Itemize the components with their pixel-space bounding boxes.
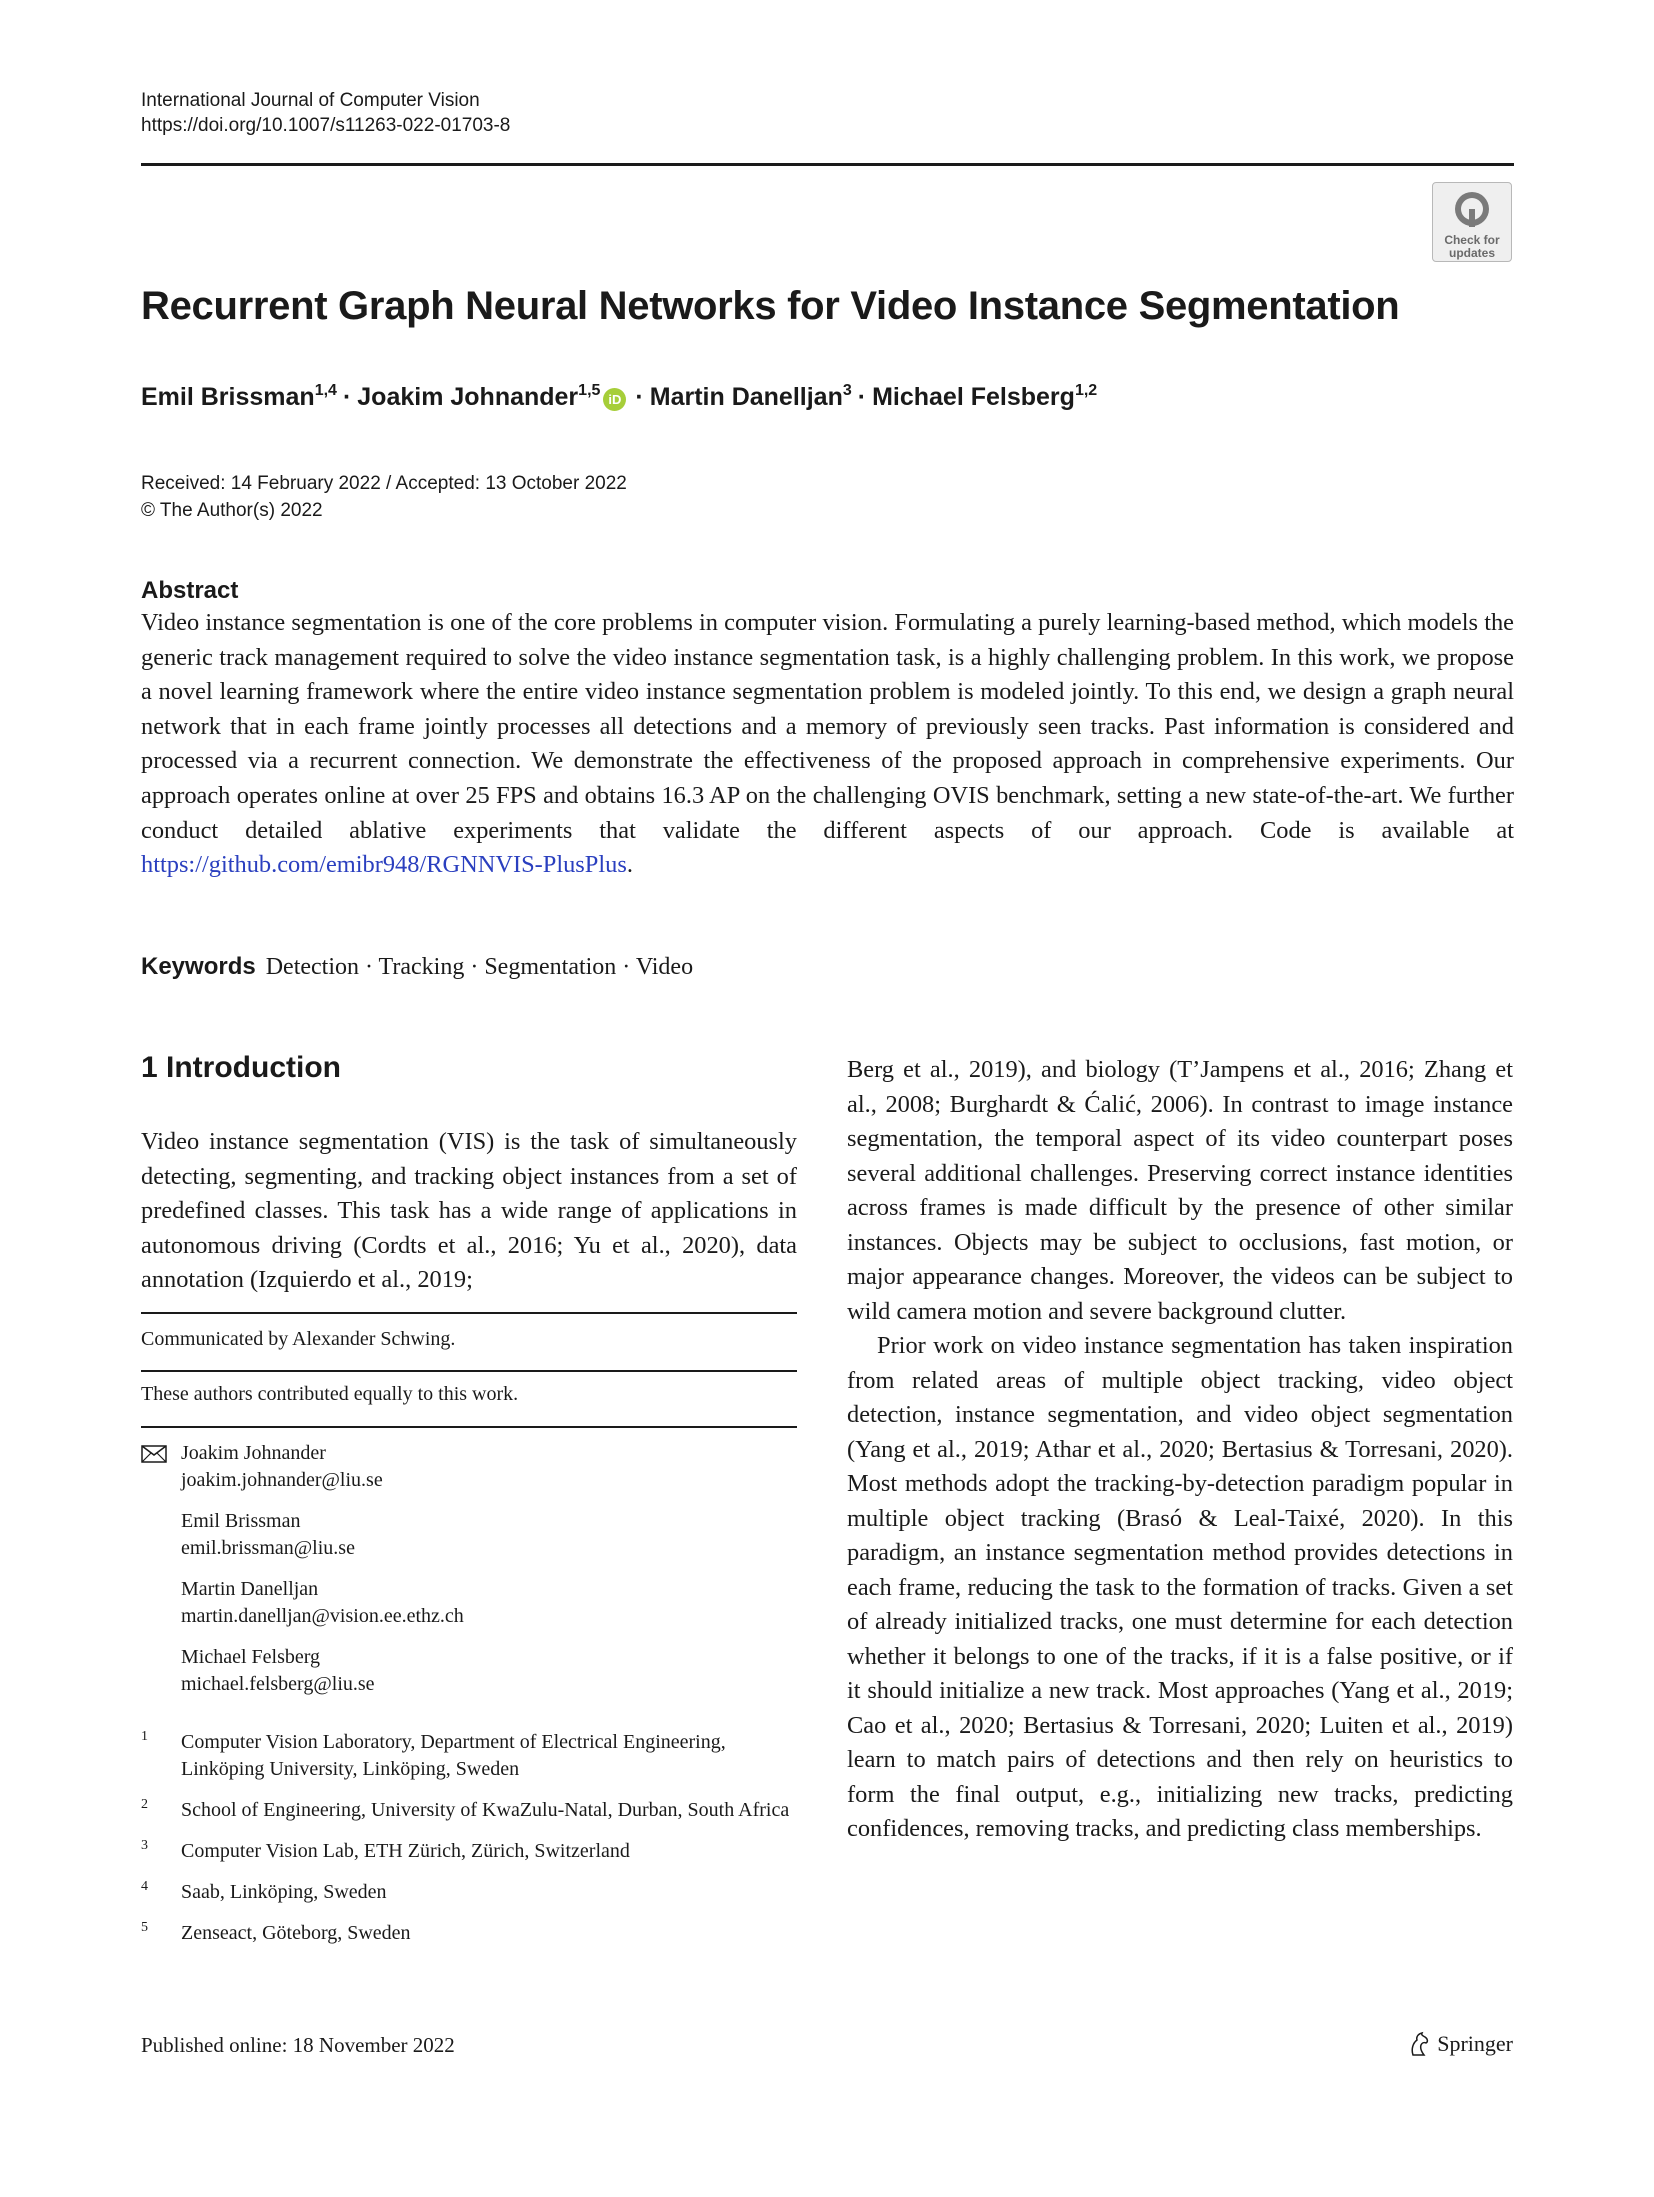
envelope-icon — [141, 1445, 167, 1463]
footnote-rule — [141, 1312, 797, 1314]
affiliation-item — [141, 1729, 797, 1783]
badge-line1: Check for — [1444, 233, 1500, 247]
author-name: Michael Felsberg — [872, 383, 1075, 411]
orcid-icon[interactable]: iD — [603, 388, 626, 411]
affiliation-list — [141, 1729, 797, 1961]
affiliation-text: Zenseact, Göteborg, Sweden — [181, 1922, 411, 1944]
published-online: Published online: 18 November 2022 — [141, 2033, 455, 2057]
contact-email[interactable]: martin.danelljan@vision.ee.ethz.ch — [181, 1605, 464, 1627]
affiliation-item — [141, 1879, 797, 1906]
abstract-end: . — [626, 851, 633, 879]
author-name: Joakim Johnander — [357, 383, 579, 411]
author-name: Emil Brissman — [141, 383, 315, 411]
author-name: Martin Danelljan — [649, 383, 843, 411]
author-affil-sup: 1,4 — [314, 382, 337, 399]
author-affil-sup: 1,2 — [1074, 382, 1098, 399]
intro-paragraph-1: Video instance segmentation (VIS) is the task of simultaneously detecting, segmenting, and tracking object instances from a set of predefined classes. This task has a wide range of applications in autonomous driving (Cordts et al., 2016; Yu et al., 2020), data annotation (Izquierdo et al., 2019; — [141, 1128, 797, 1293]
contact-item — [141, 1576, 797, 1630]
abstract-text — [141, 606, 1514, 883]
keywords-text: Detection · Tracking · Segmentation · Video — [265, 954, 694, 980]
section-heading-introduction: 1 Introduction — [141, 1051, 341, 1084]
check-for-updates-badge[interactable] — [1432, 182, 1512, 262]
author-separator: · — [635, 383, 644, 411]
contact-item — [141, 1644, 797, 1698]
contact-email[interactable]: joakim.johnander@liu.se — [181, 1469, 383, 1491]
badge-line2: updates — [1448, 246, 1495, 260]
affiliation-number: 1 — [141, 1729, 148, 1744]
contact-name: Martin Danelljan — [181, 1578, 319, 1600]
footnote-rule — [141, 1426, 797, 1428]
journal-header — [141, 88, 510, 138]
contact-email[interactable]: michael.felsberg@liu.se — [181, 1673, 375, 1695]
contact-name: Joakim Johnander — [181, 1442, 326, 1464]
affiliation-item — [141, 1797, 797, 1824]
article-dates — [141, 470, 627, 524]
author-affil-sup: 1,5 — [578, 382, 601, 399]
contact-name: Emil Brissman — [181, 1510, 301, 1532]
contact-name: Michael Felsberg — [181, 1646, 321, 1668]
doi-link[interactable]: https://doi.org/10.1007/s11263-022-01703-8 — [141, 115, 511, 136]
keywords-label: Keywords — [141, 953, 256, 980]
publisher-logo — [1407, 2031, 1513, 2057]
received-accepted: Received: 14 February 2022 / Accepted: 13 October 2022 — [141, 473, 627, 494]
affiliation-number: 3 — [141, 1838, 148, 1853]
paper-title: Recurrent Graph Neural Networks for Video Instance Segmentation — [141, 284, 1400, 328]
abstract-body: Video instance segmentation is one of the core problems in computer vision. Formulating a purely learning-based method, which models the generic track management required to solve the video instance segmentation task, is a highly challenging problem. In this work, we propose a novel learning framework where the entire video instance segmentation problem is modeled jointly. To this end, we design a graph neural network that in each frame jointly processes all detections and a memory of previously seen tracks. Past information is considered and processed via a recurrent connection. We demonstrate the effectiveness of the proposed approach in comprehensive experiments. Our approach operates online at over 25 FPS and obtains 16.3 AP on the challenging OVIS benchmark, setting a new state-of-the-art. We further conduct detailed ablative experiments that validate the different aspects of our approach. Code is available at — [141, 609, 1514, 844]
affiliation-number: 2 — [141, 1797, 148, 1812]
affiliation-number: 4 — [141, 1879, 148, 1894]
journal-name: International Journal of Computer Vision — [141, 90, 480, 111]
author-list — [141, 383, 1097, 412]
communicated-by: Communicated by Alexander Schwing. — [141, 1328, 456, 1350]
affiliation-text: Computer Vision Laboratory, Department of Electrical Engineering, Linköping University, Linköping, Sweden — [181, 1731, 726, 1780]
springer-horse-icon — [1407, 2031, 1431, 2057]
abstract-section — [141, 576, 1514, 883]
check-updates-icon — [1452, 189, 1492, 229]
author-separator: · — [857, 383, 867, 411]
keywords-line — [141, 953, 693, 981]
code-link[interactable]: https://github.com/emibr948/RGNNVIS-PlusPlus — [141, 851, 627, 879]
affiliation-text: Computer Vision Lab, ETH Zürich, Zürich, Switzerland — [181, 1840, 630, 1862]
abstract-heading: Abstract — [141, 577, 239, 604]
author-separator: · — [342, 383, 352, 411]
affiliation-text: School of Engineering, University of KwaZulu-Natal, Durban, South Africa — [181, 1799, 790, 1821]
contact-list — [141, 1440, 797, 1712]
header-rule — [141, 163, 1514, 166]
footnote-rule — [141, 1370, 797, 1372]
affiliation-text: Saab, Linköping, Sweden — [181, 1881, 387, 1903]
author-affil-sup: 3 — [842, 382, 852, 399]
equal-contribution-note: These authors contributed equally to this work. — [141, 1383, 519, 1405]
left-column — [141, 1050, 797, 1298]
copyright-line: © The Author(s) 2022 — [141, 500, 323, 521]
intro-paragraph-3: Prior work on video instance segmentation has taken inspiration from related areas of multiple object tracking, video object detection, instance segmentation, and video object segmentation (Yang et al., 2019; Athar et al., 2020; Bertasius & Torresani, 2020). Most methods adopt the tracking-by-detection paradigm popular in multiple object tracking (Brasó & Leal-Taixé, 2020). In this paradigm, an instance segmentation method provides detections in each frame, reducing the task to the formation of tracks. Given a set of already initialized tracks, one must determine for each detection whether it belongs to one of the tracks, if it is a false positive, or if it should initialize a new track. Most approaches (Yang et al., 2019; Cao et al., 2020; Bertasius & Torresani, 2020; Luiten et al., 2019) learn to match pairs of detections and then rely on heuristics to form the final output, e.g., initializing new tracks, predicting confidences, removing tracks, and predicting class memberships. — [847, 1332, 1513, 1842]
intro-paragraph-2: Berg et al., 2019), and biology (T’Jampens et al., 2016; Zhang et al., 2008; Burghardt & Ćalić, 2006). In contrast to image instance segmentation, the temporal aspect of its video counterpart poses several additional challenges. Preserving correct instance identities across frames is made difficult by the presence of other similar instances. Objects may be subject to occlusions, fast motion, or major appearance changes. Moreover, the videos can be subject to wild camera motion and severe background clutter. — [847, 1056, 1513, 1325]
contact-item — [141, 1508, 797, 1562]
affiliation-item — [141, 1920, 797, 1947]
publisher-name: Springer — [1437, 2031, 1513, 2056]
affiliation-item — [141, 1838, 797, 1865]
affiliation-number: 5 — [141, 1920, 148, 1935]
contact-item — [141, 1440, 797, 1494]
right-column — [847, 1053, 1513, 1847]
contact-email[interactable]: emil.brissman@liu.se — [181, 1537, 355, 1559]
